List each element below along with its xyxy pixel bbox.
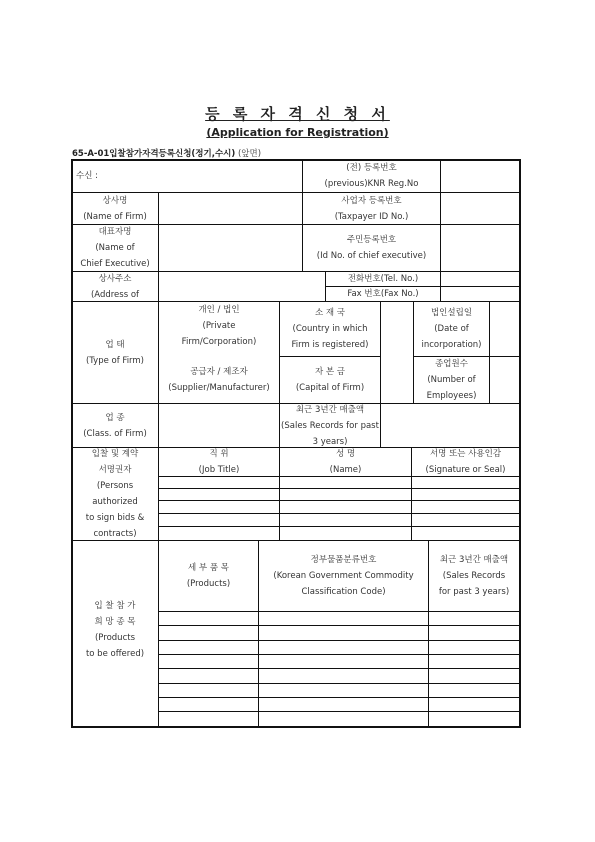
- products-header: 세 부 품 목 (Products): [186, 563, 231, 589]
- chief-executive-field[interactable]: [159, 225, 302, 271]
- firm-address-field[interactable]: [159, 272, 325, 301]
- supplier-manufacturer-option[interactable]: 공급자 / 제조자 (Supplier/Manufacturer): [168, 367, 270, 393]
- capital-label: 자 본 금 (Capital of Firm): [295, 367, 365, 393]
- incorporation-date-label: 법인설립일 (Date of incorporation): [421, 308, 482, 350]
- chief-executive-label: 대표자명 (Name of Chief Executive): [80, 227, 150, 269]
- product-sales-header: 최근 3년간 매출액 (Sales Records for past 3 years): [438, 555, 510, 597]
- taxpayer-id-field[interactable]: [441, 193, 519, 224]
- previous-reg-no-field[interactable]: [441, 160, 519, 192]
- fax-no-field[interactable]: [441, 287, 519, 301]
- firm-address-label: 상사주소 (Address of: [90, 273, 140, 300]
- firm-name-field[interactable]: [159, 193, 302, 224]
- tel-no-field[interactable]: [441, 272, 519, 286]
- previous-reg-no-label: (전) 등록번호 (previous)KNR Reg.No: [324, 163, 419, 189]
- private-corporation-option[interactable]: 개인 / 법인 (Private Firm/Corporation): [181, 305, 257, 347]
- country-capital-field[interactable]: [381, 302, 413, 403]
- job-title-header: 직 위 (Job Title): [198, 449, 240, 475]
- tel-no-label: 전화번호(Tel. No.): [347, 274, 419, 284]
- form-title: 등 록 자 격 신 청 서: [205, 105, 390, 123]
- name-header: 성 명 (Name): [329, 449, 362, 475]
- commodity-code-header: 정부물품분류번호 (Korean Government Commodity Classification Code): [273, 555, 414, 597]
- firm-name-label: 상사명 (Name of Firm): [83, 195, 147, 222]
- employees-label: 종업원수 (Number of Employees): [426, 359, 477, 401]
- executive-id-label: 주민등록번호 (Id No. of chief executive): [316, 235, 427, 261]
- class-of-firm-field[interactable]: [159, 404, 279, 447]
- country-label: 소 재 국 (Country in which Firm is registered): [291, 308, 369, 350]
- recipient-label: 수신 :: [76, 171, 98, 181]
- incorporation-employees-field[interactable]: [490, 302, 519, 403]
- signature-header: 서명 또는 사용인감 (Signature or Seal): [425, 449, 506, 475]
- type-of-firm-label: 업 태 (Type of Firm): [85, 339, 144, 366]
- products-offered-label: 입 찰 참 가 희 망 종 목 (Products to be offered): [85, 601, 145, 659]
- page-side: (앞면): [237, 149, 262, 159]
- authorized-persons-label: 입찰 및 계약 서명권자 (Persons authorized to sign bids & contracts): [85, 449, 145, 539]
- executive-id-field[interactable]: [441, 225, 519, 271]
- form-subtitle: (Application for Registration): [206, 126, 389, 139]
- sales-records-field[interactable]: [381, 404, 519, 447]
- fax-no-label: Fax 번호(Fax No.): [347, 289, 419, 299]
- sales-records-label: 최근 3년간 매출액 (Sales Records for past 3 years): [281, 404, 379, 447]
- taxpayer-id-label: 사업자 등록번호 (Taxpayer ID No.): [334, 195, 409, 222]
- form-number: 65-A-01입찰참가자격등록신청(정기,수시) (앞면): [72, 149, 262, 159]
- class-of-firm-label: 업 종 (Class. of Firm): [83, 412, 147, 439]
